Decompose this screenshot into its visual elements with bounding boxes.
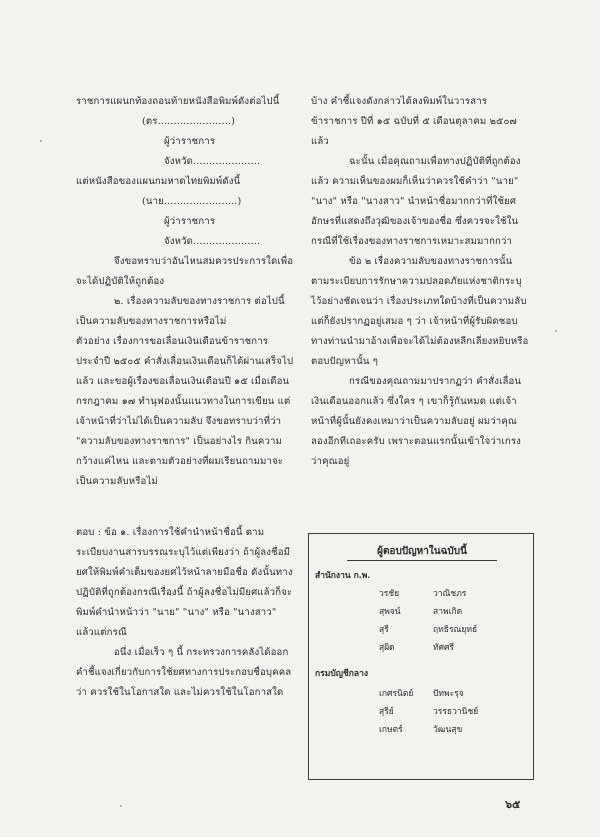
last-name: วัฒนสุข (433, 725, 463, 735)
right-paragraph4: กรณีของคุณถามมาปรากฏว่า คำสั่งเลื่อนเงินเดือนออกแล้ว ซึ่งใคร ๆ เขาก็รู้กันหมด แต่เจ้าหน้าที่ผู้นั้นยังคงเหมาว่าเป็นความลับอยู่ ผมว่าคุณลองอีกทีเถอะครับ เพราะตอนแรกนั้นเข้าใจว่าเกรงว่าคุณอยู่ (311, 376, 522, 467)
last-name: วรรธวานิชย์ (433, 707, 479, 717)
left-line2: แต่หนังสือของแผนกมหาดไทยพิมพ์ดังนี้ (76, 176, 241, 187)
left-paragraph3: ตัวอย่าง เรื่องการขอเลื่อนเงินเดือนข้าราชการประจำปี ๒๕๐๕ คำสั่งเลื่อนเงินเดือนก็ได้ผ่านเสร็จไปแล้ว และขอผู้เรื่องขอเลื่อนเงินเดือนปี ๑๕ เมื่อเดือนกรกฎาคม ๑๗ ทำนุฟองนั้นแนวทางในการเขียน แต่เจ้าหน้าที่ว่าไม่ได้เป็นความลับ จึงขอทราบว่าที่ว่า "ความลับของทางราชการ" เป็นอย่างไร กินความกว้างแค่ไหน และตามตัวอย่างที่ผมเรียนถามมาจะเป็นความลับหรือไม่ (76, 336, 294, 487)
last-name: ฤทธิรณยุทธ์ (433, 625, 478, 635)
right-paragraph3: ข้อ ๒ เรื่องความลับของทางราชการนั้น ตามระเบียบการรักษาความปลอดภัยแห่งชาติกระบุไว้อย่างชัดเจนว่า เรื่องประเภทใดบ้างที่เป็นความลับ แต่ก็ยังปรากฏอยู่เสมอ ๆ ว่า เจ้าหน้าที่ผู้รับผิดชอบทางท่านนำมาอ้างเพื่อจะได้ไม่ต้องหลีกเลี่ยงหยิบหรือตอบปัญหานั้น ๆ (311, 256, 529, 367)
box-row (309, 586, 533, 600)
answerers-box (308, 533, 534, 780)
right-paragraph1: บ้าง คำชี้แจงดังกล่าวได้ลงพิมพ์ในวารสารข้าราชการ ปีที่ ๑๕ ฉบับที่ ๕ เดือนตุลาคม ๒๕๐๗ แล้ว (311, 96, 517, 147)
box-section-ocsc: สำนักงาน ก.พ. (315, 571, 371, 581)
first-name: สุรี (379, 625, 389, 635)
last-name: วาณิชภร (433, 589, 467, 599)
first-name: สุพจน์ (379, 607, 401, 617)
signature2-name: (นาย.......................) (142, 196, 242, 207)
right-column (311, 92, 529, 472)
box-row (309, 722, 533, 736)
box-row (309, 640, 533, 654)
page-number: ๖๕ (505, 798, 521, 811)
right-paragraph2: ฉะนั้น เมื่อคุณถามเพื่อทางปฏิบัติที่ถูกต้องแล้ว ความเห็นของผมก็เห็นว่าควรใช้คำว่า "นาย" "นาง" หรือ "นางสาว" นำหน้าชื่อมากกว่าที่ใช้ยศ อักษรที่แสดงถึงวุฒิของเจ้าของชื่อ ซึ่งควรจะใช้ในกรณีที่ใช้เรื่องของทางราชการเหมาะสมมากกว่า (311, 156, 521, 247)
scan-speck (40, 140, 42, 142)
left-column (76, 92, 294, 492)
first-name: สุรีย์ (379, 707, 394, 717)
box-row (309, 622, 533, 636)
scan-speck (555, 330, 557, 332)
left-paragraph2: ๒. เรื่องความลับของทางราชการ ต่อไปนี้เป็นความลับของทางราชการหรือไม่ (76, 296, 285, 327)
last-name: ทัศศรี (433, 643, 454, 653)
last-name: ปัทพะรุจ (433, 689, 464, 699)
answer-block (76, 523, 294, 703)
scan-speck (120, 805, 122, 807)
box-section-comptroller: กรมบัญชีกลาง (315, 669, 369, 679)
box-row (309, 704, 533, 718)
signature1-title: ผู้ว่าราชการจังหวัด..................... (164, 136, 261, 167)
box-title-underline (347, 560, 497, 561)
first-name: เกษตร์ (379, 725, 403, 735)
first-name: วรชัย (379, 589, 400, 599)
left-paragraph1: จึงขอทราบว่าอันไหนสมควรประการใดเพื่อจะได้ปฏิบัติให้ถูกต้อง (76, 256, 294, 287)
answer-paragraph2: อนึ่ง เมื่อเร็ว ๆ นี้ กระทรวงการคลังได้ออกคำชี้แจงเกี่ยวกับการใช้ยศทางการประกอบชื่อบุคคลว่า ควรใช้ในโอกาสใด และไม่ควรใช้ในโอกาสใด (76, 647, 292, 698)
last-name: สาพเกิด (433, 607, 463, 617)
box-row (309, 686, 533, 700)
first-name: เกศรนิตย์ (379, 689, 414, 699)
box-title: ผู้ตอบปัญหาในฉบับนี้ (377, 546, 467, 557)
answer-paragraph1: ตอบ : ข้อ ๑. เรื่องการใช้คำนำหน้าชื่อนี้ ตามระเบียบงานสารบรรณระบุไว้แต่เพียงว่า ถ้าผู้ลงชื่อมียศให้พิมพ์คำเต็มของยศไว้หน้าลายมือชื่อ ดังนั้นทางปฏิบัติที่ถูกต้องกรณีเรื่องนี้ ถ้าผู้ลงชื่อไม่มียศแล้วก็จะพิมพ์คำนำหน้าว่า "นาย" "นาง" หรือ "นางสาว" แล้วแต่กรณี (76, 527, 293, 638)
left-line1: ราชการแผนกท้องถอนท้ายหนังสือพิมพ์ดังต่อไปนี้ (76, 96, 280, 107)
box-row (309, 604, 533, 618)
signature2-title: ผู้ว่าราชการจังหวัด..................... (164, 216, 261, 247)
first-name: สุผิด (379, 643, 395, 653)
signature1-name: (ตร.......................) (142, 116, 236, 127)
